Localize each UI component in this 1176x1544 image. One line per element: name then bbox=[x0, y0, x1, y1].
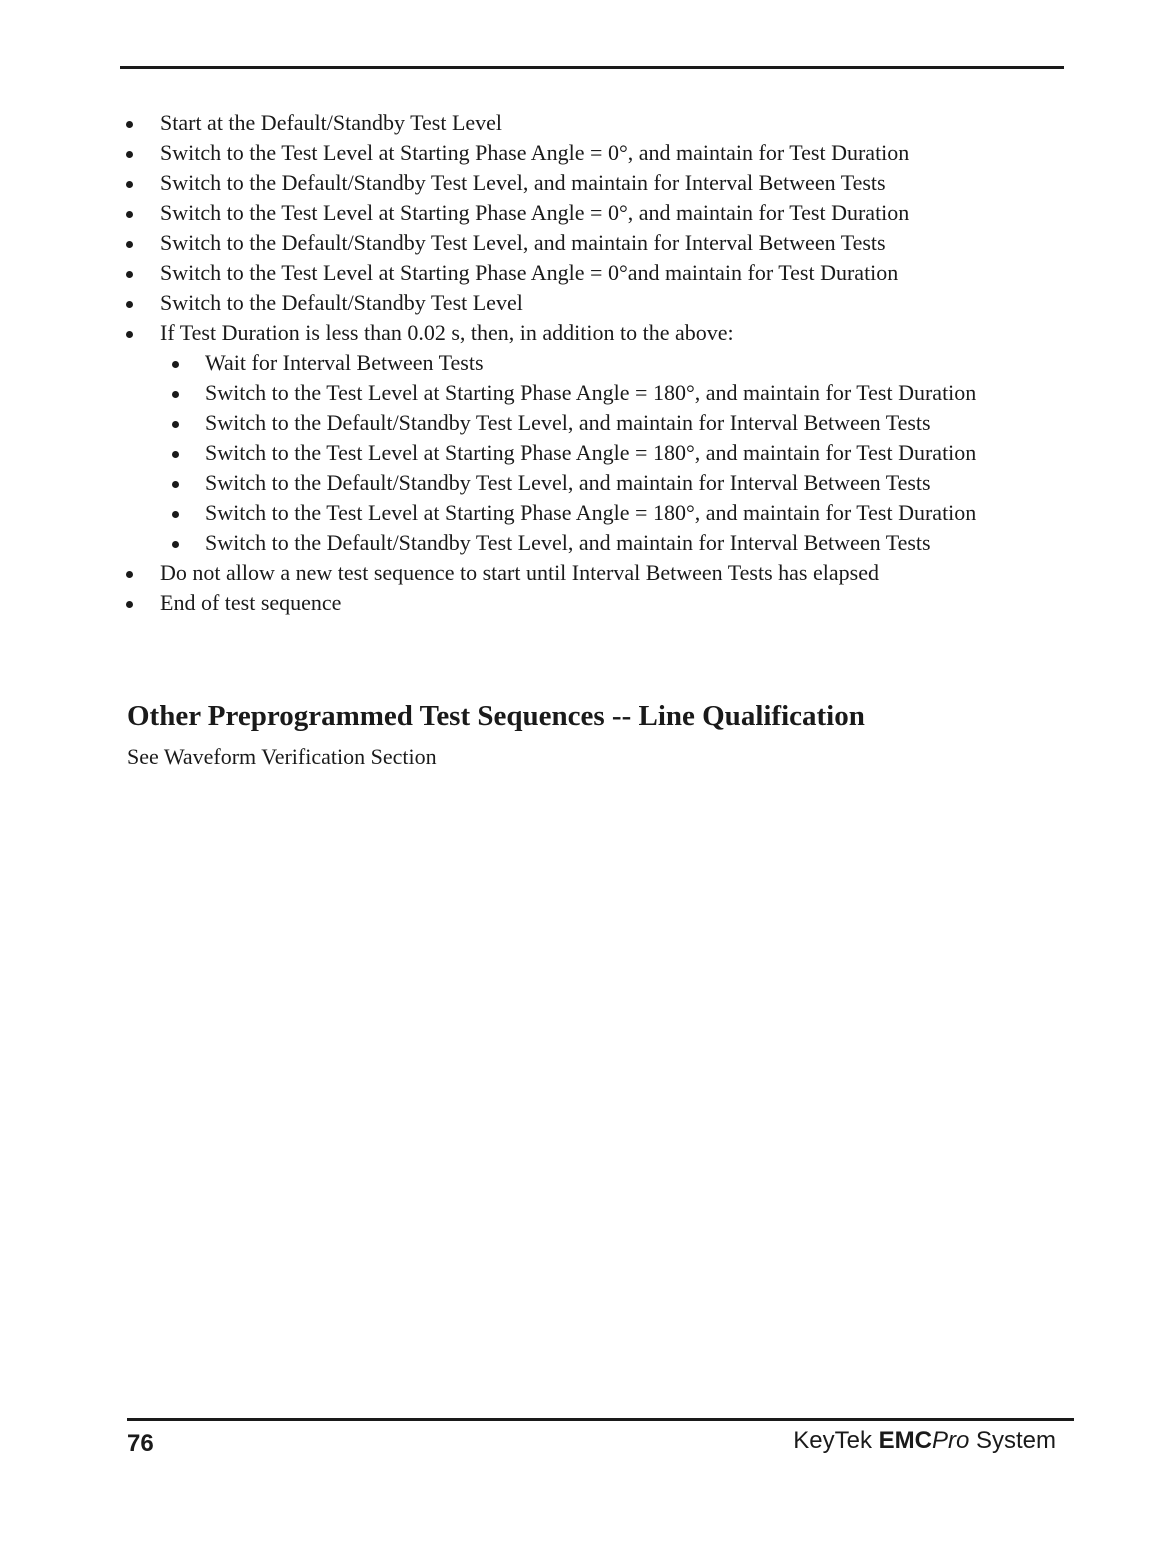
list-item-text: Switch to the Test Level at Starting Phase Angle = 0°, and maintain for Test Duration bbox=[160, 200, 910, 225]
list-item-text: Switch to the Test Level at Starting Phase Angle = 180°, and maintain for Test Duration bbox=[205, 500, 977, 525]
section-body-text: See Waveform Verification Section bbox=[127, 744, 437, 769]
list-item bbox=[0, 558, 1176, 588]
page-content bbox=[0, 108, 1176, 618]
list-item-text: Switch to the Test Level at Starting Phase Angle = 0°and maintain for Test Duration bbox=[160, 260, 899, 285]
bullet-icon bbox=[126, 121, 133, 128]
bullet-icon bbox=[172, 421, 179, 428]
condition-text: If Test Duration is less than 0.02 s, then, in addition to the above: bbox=[160, 320, 734, 345]
bullet-icon bbox=[172, 541, 179, 548]
bullet-icon bbox=[126, 301, 133, 308]
bullet-icon bbox=[172, 391, 179, 398]
list-item bbox=[0, 258, 1176, 288]
list-item-text: Switch to the Default/Standby Test Level bbox=[160, 290, 523, 315]
list-item bbox=[0, 468, 1176, 498]
list-item-text: Switch to the Default/Standby Test Level, and maintain for Interval Between Tests bbox=[205, 470, 931, 495]
list-item-text: Switch to the Test Level at Starting Phase Angle = 180°, and maintain for Test Duration bbox=[205, 380, 977, 405]
short-duration-list bbox=[0, 318, 1176, 348]
brand-suffix: System bbox=[969, 1427, 1056, 1454]
brand-pro: Pro bbox=[931, 1427, 970, 1454]
list-item-text: Switch to the Default/Standby Test Level, and maintain for Interval Between Tests bbox=[160, 230, 886, 255]
bullet-icon bbox=[126, 211, 133, 218]
closing-steps-list bbox=[0, 558, 1176, 618]
footer-brand bbox=[793, 1425, 1056, 1457]
list-item bbox=[0, 168, 1176, 198]
list-item bbox=[0, 108, 1176, 138]
list-item bbox=[0, 378, 1176, 408]
bullet-icon bbox=[126, 601, 133, 608]
list-item-text: End of test sequence bbox=[160, 590, 342, 615]
list-item bbox=[0, 408, 1176, 438]
bullet-icon bbox=[126, 571, 133, 578]
bullet-icon bbox=[172, 361, 179, 368]
bullet-icon bbox=[126, 181, 133, 188]
list-item-text: Switch to the Default/Standby Test Level, and maintain for Interval Between Tests bbox=[205, 530, 931, 555]
list-item bbox=[0, 528, 1176, 558]
header-rule bbox=[120, 66, 1064, 69]
bullet-icon bbox=[126, 271, 133, 278]
list-item bbox=[0, 138, 1176, 168]
list-item bbox=[0, 198, 1176, 228]
list-item-text: Switch to the Test Level at Starting Phase Angle = 180°, and maintain for Test Duration bbox=[205, 440, 977, 465]
bullet-icon bbox=[126, 331, 133, 338]
brand-emc: EMC bbox=[878, 1427, 932, 1454]
list-item-text: Switch to the Default/Standby Test Level, and maintain for Interval Between Tests bbox=[160, 170, 886, 195]
list-item-text: Start at the Default/Standby Test Level bbox=[160, 110, 503, 135]
bullet-icon bbox=[126, 241, 133, 248]
short-duration-steps-list bbox=[0, 348, 1176, 558]
bullet-icon bbox=[172, 481, 179, 488]
list-item bbox=[0, 228, 1176, 258]
sequence-steps-list bbox=[0, 108, 1176, 318]
list-item bbox=[0, 288, 1176, 318]
list-item bbox=[0, 588, 1176, 618]
page-number: 76 bbox=[127, 1430, 154, 1457]
list-item bbox=[0, 498, 1176, 528]
section-heading: Other Preprogrammed Test Sequences -- Line Qualification bbox=[127, 700, 865, 732]
bullet-icon bbox=[172, 451, 179, 458]
bullet-icon bbox=[126, 151, 133, 158]
list-item-text: Switch to the Test Level at Starting Phase Angle = 0°, and maintain for Test Duration bbox=[160, 140, 910, 165]
bullet-icon bbox=[172, 511, 179, 518]
brand-prefix: KeyTek bbox=[793, 1427, 879, 1454]
list-item-text: Switch to the Default/Standby Test Level, and maintain for Interval Between Tests bbox=[205, 410, 931, 435]
list-item-text: Do not allow a new test sequence to start until Interval Between Tests has elapsed bbox=[160, 560, 879, 585]
footer-rule bbox=[127, 1418, 1074, 1421]
list-item bbox=[0, 348, 1176, 378]
list-item-text: Wait for Interval Between Tests bbox=[205, 350, 484, 375]
list-item-condition bbox=[0, 318, 1176, 348]
list-item bbox=[0, 438, 1176, 468]
